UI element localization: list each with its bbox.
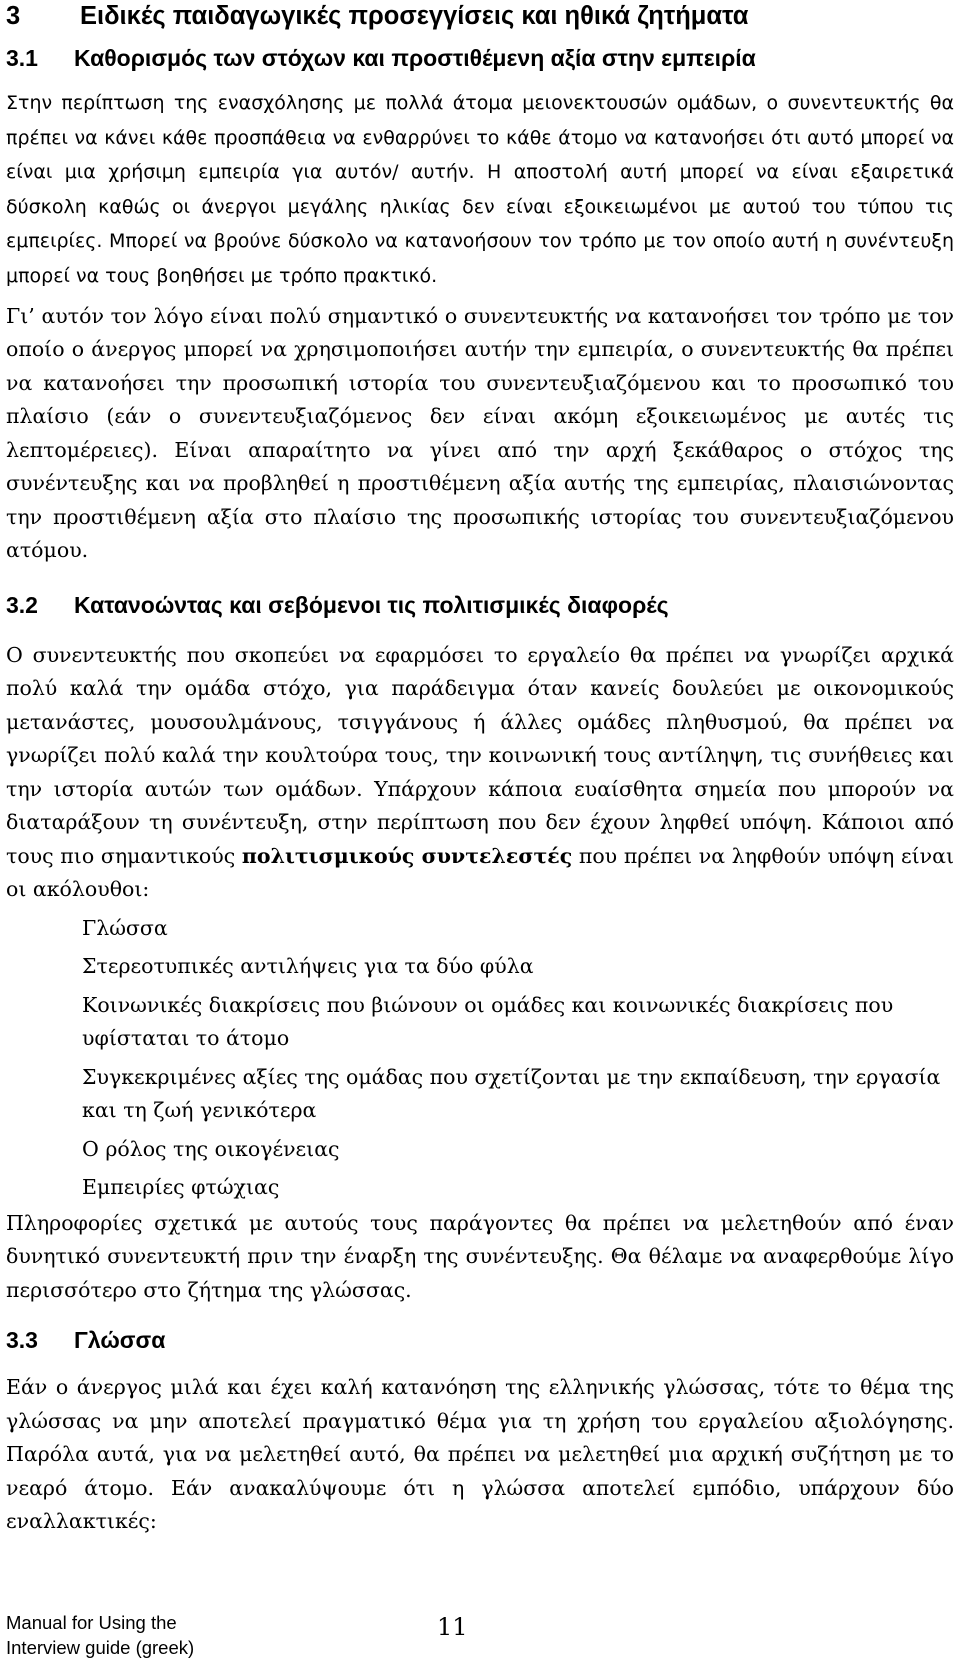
list-item: Γλώσσα (82, 915, 168, 940)
chapter-heading (6, 0, 954, 31)
section-title: Κατανοώντας και σεβόμενοι τις πολιτισμικές διαφορές (74, 591, 669, 618)
paragraph-part: Στην περίπτωση της ενασχόλησης με πολλά άτομα μειονεκτουσών ομάδων, ο συνεντευκτής θα πρέπει να κάνει κάθε προσπάθεια να ενθαρρύνει το κάθε άτομο να κατανοήσει ότι αυτό μπορεί να είναι μια χρήσιμη εμπειρία για αυτόν/ αυτήν. (6, 92, 954, 184)
chapter-number: 3 (6, 2, 21, 30)
section-number: 3.2 (6, 591, 38, 618)
list-item: Εμπειρίες φτώχιας (82, 1175, 280, 1200)
list-item: Στερεοτυπικές αντιλήψεις για τα δύο φύλα (82, 954, 534, 979)
footer-line: Interview guide (greek) (6, 1637, 195, 1658)
list-item: Συγκεκριμένες αξίες της ομάδας που σχετίζονται με την εκπαίδευση, την εργασία και τη ζωή γενικότερα (82, 1064, 941, 1123)
emphasis: πολιτισμικούς συντελεστές (241, 843, 573, 868)
paragraph-part: Μπορεί να βρούνε δύσκολο να κατανοήσουν τον τρόπο με τον οποίο αυτή η συνέντευξη μπορεί να τους βοηθήσει με τρόπο πρακτικό. (6, 230, 954, 287)
paragraph-part: Ο συνεντευκτής που σκοπεύει να εφαρμόσει το εργαλείο θα πρέπει να γνωρίζει αρχικά πολύ καλά την ομάδα στόχο, για παράδειγμα όταν κανείς δουλεύει με οικονομικούς μετανάστες, μουσουλμάνους, τσιγγάνους ή άλλες ομάδες πληθυσμού, θα πρέπει να γνωρίζει πολύ καλά την κουλτούρα τους, την κοινωνική τους αντίληψη, τις συνήθειες και την ιστορία αυτών των ομάδων. Υπάρχουν κάποια ευαίσθητα σημεία που μπορούν να διαταράξουν τη συνέντευξη, στην περίπτωση που δεν έχουν ληφθεί υπόψη. Κάποιοι από τους πιο σημαντικούς (6, 642, 954, 868)
section-title: Καθορισμός των στόχων και προστιθέμενη αξία στην εμπειρία (74, 45, 756, 71)
footer-manual-title (6, 1610, 194, 1660)
list-item: Κοινωνικές διακρίσεις που βιώνουν οι ομάδες και κοινωνικές διακρίσεις που υφίσταται το άτομο (82, 992, 894, 1051)
paragraph: Γι’ αυτόν τον λόγο είναι πολύ σημαντικό ο συνεντευκτής να κατανοήσει τον τρόπο με τον οποίο ο άνεργος μπορεί να χρησιμοποιήσει αυτήν την εμπειρία, ο συνεντευκτής θα πρέπει να κατανοήσει την προσωπική ιστορία του συνεντευξιαζόμενου και το προσωπικό του πλαίσιο (εάν ο συνεντευξιαζόμενος δεν είναι ακόμη εξοικειωμένος με αυτές τις λεπτομέρειες). Είναι απαραίτητο να γίνει από την αρχή ξεκάθαρος ο στόχος της συνέντευξης και να προβληθεί η προστιθέμενη αξία αυτής της εμπειρίας, πλαισιώνοντας την προστιθέμενη αξία στο πλαίσιο της προσωπικής ιστορίας του συνεντευξιαζόμενου ατόμου. (6, 303, 954, 563)
section-heading-3-1 (6, 43, 954, 73)
list-item: Ο ρόλος της οικογένειας (82, 1136, 340, 1161)
paragraph (6, 86, 954, 294)
page-number: 11 (437, 1613, 468, 1641)
footer-line: Manual for Using the (6, 1612, 177, 1633)
section-number: 3.3 (6, 1327, 38, 1354)
document-page (6, 0, 954, 1539)
chapter-title: Ειδικές παιδαγωγικές προσεγγίσεις και ηθικά ζητήματα (80, 2, 749, 30)
paragraph (6, 639, 954, 907)
section-title: Γλώσσα (74, 1327, 166, 1354)
cultural-factors-list (6, 912, 954, 1205)
paragraph: Πληροφορίες σχετικά με αυτούς τους παράγοντες θα πρέπει να μελετηθούν από έναν δυνητικό συνεντευκτή πριν την έναρξη της συνέντευξης. Θα θέλαμε να αναφερθούμε λίγο περισσότερο στο ζήτημα της γλώσσας. (6, 1210, 954, 1302)
section-heading-3-3 (6, 1325, 954, 1355)
section-number: 3.1 (6, 45, 38, 71)
paragraph-part: που πρέπει να ληφθούν υπόψη είναι οι ακόλουθοι: (6, 843, 954, 902)
section-heading-3-2 (6, 590, 954, 620)
paragraph-part: Η αποστολή αυτή μπορεί να είναι εξαιρετικά δύσκολη καθώς οι άνεργοι μεγάλης ηλικίας δεν είναι εξοικειωμένοι με αυτού του τύπου τις εμπειρίες. (6, 161, 954, 253)
paragraph: Εάν ο άνεργος μιλά και έχει καλή κατανόηση της ελληνικής γλώσσας, τότε το θέμα της γλώσσας να μην αποτελεί πραγματικό θέμα για τη χρήση του εργαλείου αξιολόγησης. Παρόλα αυτά, για να μελετηθεί αυτό, θα πρέπει να μελετηθεί μια αρχική συζήτηση με το νεαρό άτομο. Εάν ανακαλύψουμε ότι η γλώσσα αποτελεί εμπόδιο, υπάρχουν δύο εναλλακτικές: (6, 1375, 954, 1534)
